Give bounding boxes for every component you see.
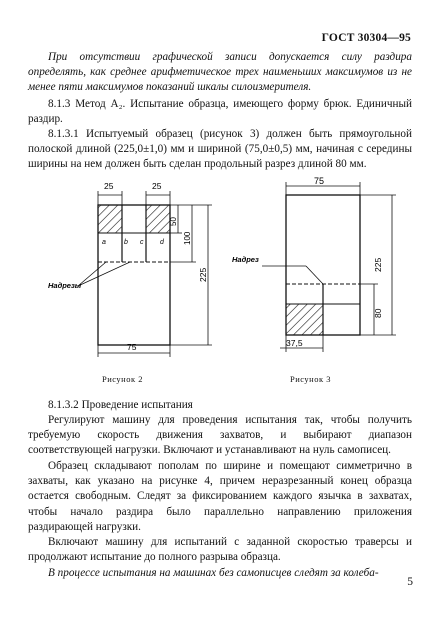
fig2-dim-top-right: 25 xyxy=(152,181,162,191)
fig2-letter-c: c xyxy=(140,239,144,246)
fig2-dim-225: 225 xyxy=(198,267,208,282)
fig3-cut-label: Надрез xyxy=(232,255,259,264)
fig3-dim-top: 75 xyxy=(314,176,325,186)
procedure-paragraph-3: Включают машину для испытаний с заданной скоростью траверсы и продолжают испытание до полного разрыва образца. xyxy=(28,536,412,564)
fig3-dim-bottom: 37,5 xyxy=(286,338,303,348)
figure-3-caption: Рисунок 3 xyxy=(290,374,331,384)
page-number: 5 xyxy=(407,576,413,588)
standard-header: ГОСТ 30304—95 xyxy=(321,32,411,44)
fig2-letter-b: b xyxy=(124,239,128,246)
fig3-dim-225: 225 xyxy=(373,257,383,272)
fig2-letter-a: а xyxy=(102,239,106,246)
fig3-dim-80: 80 xyxy=(373,308,383,318)
fig2-dim-top-left: 25 xyxy=(104,181,114,191)
fig2-dim-50: 50 xyxy=(169,217,178,226)
procedure-paragraph-2: Образец складывают пополам по ширине и помещают симметрично в захваты, как указано на рисунке 4, причем неразрезанный конец образца остается свободным. Следят за фиксированием каждого язычка в захватах, чтобы начало раздира было параллельно направлению приложения раздирающей нагрузки. xyxy=(28,460,412,533)
procedure-paragraph-1: Регулируют машину для проведения испытания так, чтобы получить требуемую скорость движения захватов, и выбирают диапазон соответствующей нагрузки. Включают и устанавливают на нуль самописец. xyxy=(28,414,412,457)
paragraph-graph-absence: При отсутствии графической записи допускается силу раздира определять, как среднее арифметическое трех наименьших максимумов из не менее пяти максимумов показаний шкалы силоизмерителя. xyxy=(28,51,412,94)
procedure-heading: 8.1.3.2 Проведение испытания xyxy=(48,399,193,411)
fig2-cut-label: Надрезы xyxy=(48,281,82,290)
method-a2-heading: 8.1.3 Метод А₂. Испытание образца, имеющего форму брюк. Единичный раздир. xyxy=(28,98,412,126)
procedure-paragraph-4: В процессе испытания на машинах без самописцев следят за колеба- xyxy=(48,567,379,579)
fig2-dim-bottom: 75 xyxy=(127,342,137,352)
figure-2-caption: Рисунок 2 xyxy=(102,374,143,384)
figure-2-drawing xyxy=(78,191,212,357)
specimen-description: 8.1.3.1 Испытуемый образец (рисунок 3) должен быть прямоугольной полоской длиной (225,0±1,0) мм и шириной (75,0±0,5) мм, начиная с середины ширины на нем должен быть сделан продольный разрез длиной 80 мм. xyxy=(28,128,412,171)
fig2-letter-d: d xyxy=(160,239,164,246)
fig2-dim-100: 100 xyxy=(183,231,192,245)
